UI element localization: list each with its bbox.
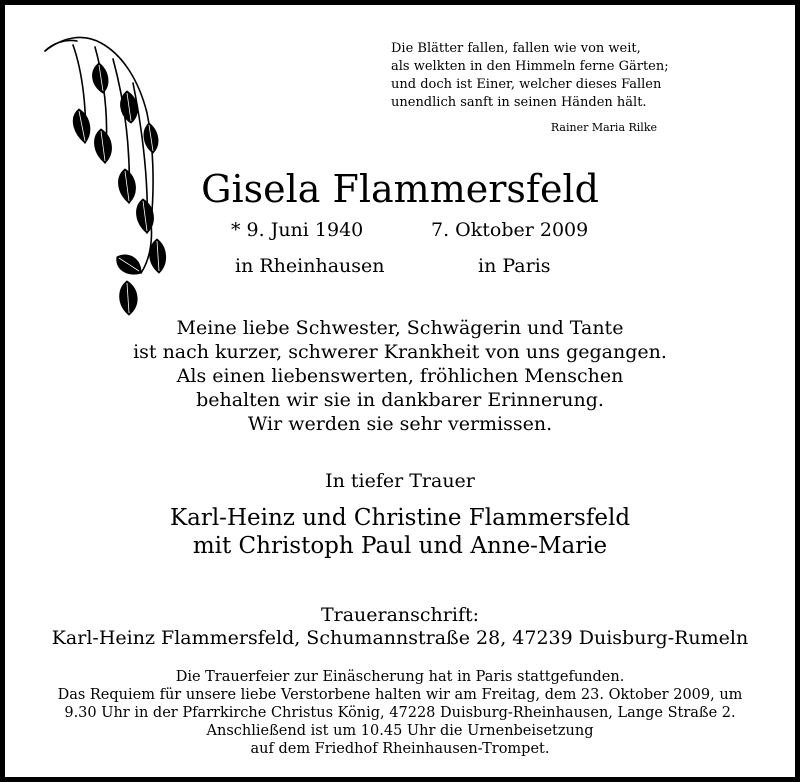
info-line: auf dem Friedhof Rheinhausen-Trompet.	[250, 741, 550, 757]
family-line: mit Christoph Paul und Anne-Marie	[192, 533, 608, 559]
ceremony-info	[5, 668, 795, 758]
message-line: Als einen liebenswerten, fröhlichen Menschen	[176, 365, 624, 387]
mourning-label: In tiefer Trauer	[325, 470, 475, 492]
info-line: Die Trauerfeier zur Einäscherung hat in Paris stattgefunden.	[175, 669, 625, 685]
poem-author: Rainer Maria Rilke	[550, 121, 657, 134]
info-line: Das Requiem für unsere liebe Verstorbene halten wir am Freitag, dem 23. Oktober 2009, um	[57, 687, 743, 703]
message-line: Wir werden sie sehr vermissen.	[247, 413, 553, 435]
family-names	[5, 504, 795, 560]
message-line: ist nach kurzer, schwerer Krankheit von uns gegangen.	[133, 341, 667, 363]
obituary-message	[5, 316, 795, 436]
message-line: Meine liebe Schwester, Schwägerin und Tante	[176, 317, 624, 339]
death-date: 7. Oktober 2009	[431, 219, 589, 241]
poem-line: und doch ist Einer, welcher dieses Fallen	[391, 77, 662, 92]
deceased-name: Gisela Flammersfeld	[201, 167, 599, 211]
address-heading: Traueranschrift:	[320, 604, 480, 626]
message-line: behalten wir sie in dankbarer Erinnerung.	[196, 389, 604, 411]
info-line: Anschließend ist um 10.45 Uhr die Urnenbeisetzung	[206, 723, 594, 739]
birth-date: * 9. Juni 1940	[231, 219, 364, 241]
birth-place: in Rheinhausen	[235, 255, 385, 277]
poem-line: als welkten in den Himmeln ferne Gärten;	[391, 59, 669, 74]
poem-line: unendlich sanft in seinen Händen hält.	[391, 95, 647, 110]
death-place: in Paris	[478, 255, 551, 277]
rilke-poem	[391, 40, 669, 112]
poem-line: Die Blätter fallen, fallen wie von weit,	[391, 41, 641, 56]
family-line: Karl-Heinz und Christine Flammersfeld	[169, 505, 631, 531]
address-line: Karl-Heinz Flammersfeld, Schumannstraße 28, 47239 Duisburg-Rumeln	[51, 627, 749, 649]
info-line: 9.30 Uhr in der Pfarrkirche Christus König, 47228 Duisburg-Rheinhausen, Lange Straße 2.	[64, 705, 736, 721]
